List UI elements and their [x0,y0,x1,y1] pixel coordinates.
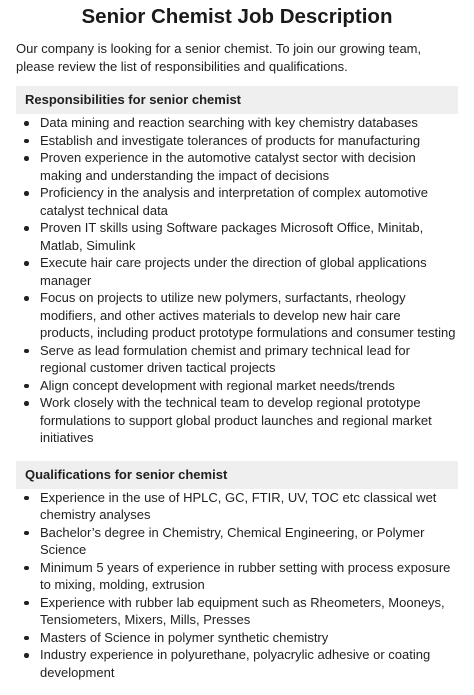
responsibility-item: Focus on projects to utilize new polymers, surfactants, rheology modifiers, and other actives materials to develop new hair care products, including product prototype formulations and consumer testing [16,289,458,342]
qualifications-list [16,489,458,682]
responsibility-item: Execute hair care projects under the direction of global applications manager [16,254,458,289]
responsibility-item: Proven experience in the automotive catalyst sector with decision making and understanding the impact of decisions [16,149,458,184]
responsibility-item: Establish and investigate tolerances of products for manufacturing [16,132,458,150]
responsibility-item: Data mining and reaction searching with key chemistry databases [16,114,458,132]
qualification-item: Industry experience in polyurethane, polyacrylic adhesive or coating development [16,646,458,681]
responsibility-item: Work closely with the technical team to develop regional prototype formulations to support global product launches and regional market initiatives [16,394,458,447]
qualification-item: Bachelor’s degree in Chemistry, Chemical Engineering, or Polymer Science [16,524,458,559]
qualification-item: Experience with rubber lab equipment such as Rheometers, Mooneys, Tensiometers, Mixers, Mills, Presses [16,594,458,629]
responsibility-item: Proficiency in the analysis and interpretation of complex automotive catalyst technical data [16,184,458,219]
intro-paragraph: Our company is looking for a senior chemist. To join our growing team, please review the list of responsibilities and qualifications. [16,41,422,74]
qualification-item: Masters of Science in polymer synthetic chemistry [16,629,458,647]
responsibilities-header: Responsibilities for senior chemist [16,86,458,114]
responsibilities-list [16,114,458,447]
responsibility-item: Align concept development with regional market needs/trends [16,377,458,395]
page-title: Senior Chemist Job Description [81,5,393,28]
qualification-item: Experience in the use of HPLC, GC, FTIR, UV, TOC etc classical wet chemistry analyses [16,489,458,524]
responsibility-item: Proven IT skills using Software packages Microsoft Office, Minitab, Matlab, Simulink [16,219,458,254]
qualifications-header: Qualifications for senior chemist [16,461,458,489]
responsibility-item: Serve as lead formulation chemist and primary technical lead for regional customer driven tactical projects [16,342,458,377]
qualification-item: Minimum 5 years of experience in rubber setting with process exposure to mixing, molding, extrusion [16,559,458,594]
